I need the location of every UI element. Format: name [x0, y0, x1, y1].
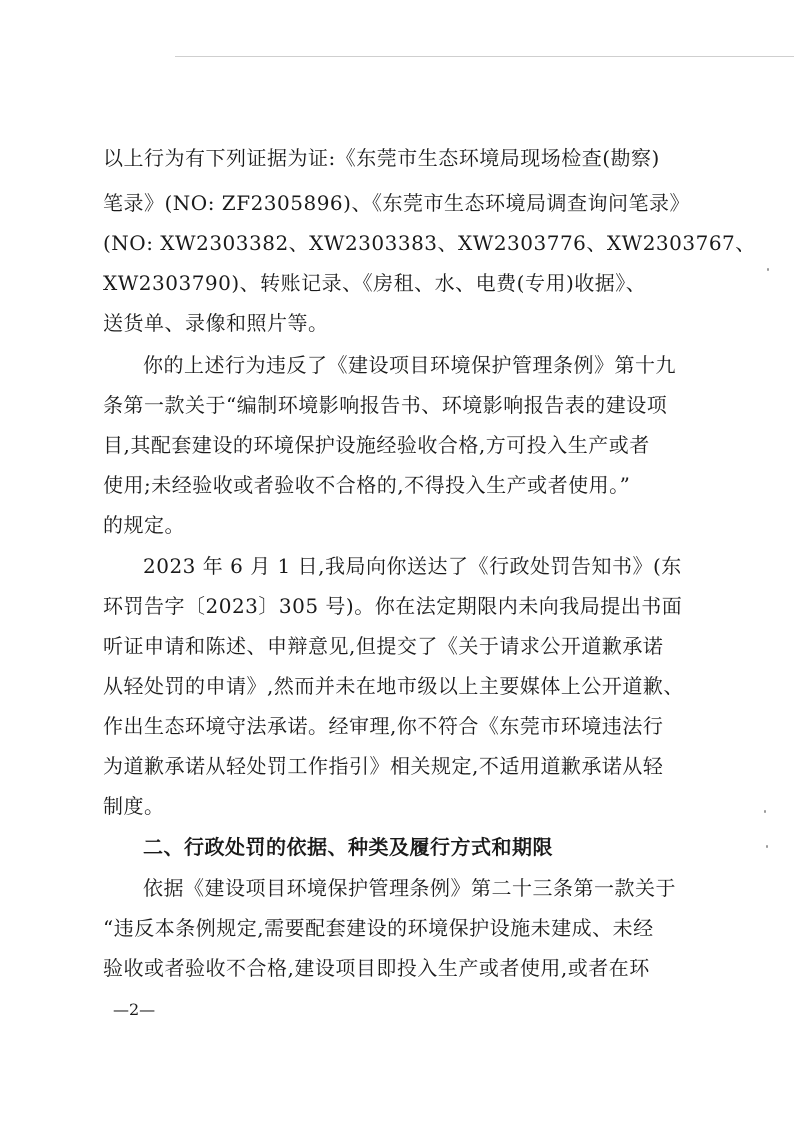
text-line: 2023 年 6 月 1 日,我局向你送达了《行政处罚告知书》(东	[143, 554, 682, 578]
text-line: 的规定。	[103, 513, 185, 537]
text-line: 从轻处罚的申请》,然而并未在地市级以上主要媒体上公开道歉、	[103, 674, 684, 698]
text-line: 制度。	[103, 794, 165, 818]
section-heading: 二、行政处罚的依据、种类及履行方式和期限	[143, 835, 553, 859]
text-line: 笔录》(NO: ZF2305896)、《东莞市生态环境局调查询问笔录》	[103, 191, 690, 215]
text-line: 作出生态环境守法承诺。经审理,你不符合《东莞市环境违法行	[103, 714, 664, 738]
text-line: 环罚告字〔2023〕305 号)。你在法定期限内未向我局提出书面	[103, 594, 683, 618]
text-line: (NO: XW2303382、XW2303383、XW2303776、XW2303767、	[103, 231, 756, 255]
text-line: 验收或者验收不合格,建设项目即投入生产或者使用,或者在环	[103, 956, 650, 980]
text-line: 使用;未经验收或者验收不合格的,不得投入生产或者使用。”	[103, 473, 631, 497]
page-number: —2—	[113, 1000, 156, 1019]
text-line: 为道歉承诺从轻处罚工作指引》相关规定,不适用道歉承诺从轻	[103, 754, 664, 778]
scan-speck	[766, 845, 768, 848]
text-line: 听证申请和陈述、申辩意见,但提交了《关于请求公开道歉承诺	[103, 634, 664, 658]
text-line: 条第一款关于“编制环境影响报告书、环境影响报告表的建设项	[103, 393, 668, 417]
text-line: 你的上述行为违反了《建设项目环境保护管理条例》第十九	[143, 353, 676, 377]
top-rule	[175, 56, 794, 57]
scan-speck	[764, 810, 766, 813]
text-line: 送货单、录像和照片等。	[103, 311, 329, 335]
text-line: 目,其配套建设的环境保护设施经验收合格,方可投入生产或者	[103, 433, 650, 457]
scan-speck	[767, 268, 769, 271]
text-line: 依据《建设项目环境保护管理条例》第二十三条第一款关于	[143, 876, 676, 900]
text-line: XW2303790)、转账记录、《房租、水、电费(专用)收据》、	[103, 271, 647, 295]
text-line: 以上行为有下列证据为证:《东莞市生态环境局现场检查(勘察)	[103, 146, 660, 170]
text-line: “违反本条例规定,需要配套建设的环境保护设施未建成、未经	[103, 916, 654, 940]
